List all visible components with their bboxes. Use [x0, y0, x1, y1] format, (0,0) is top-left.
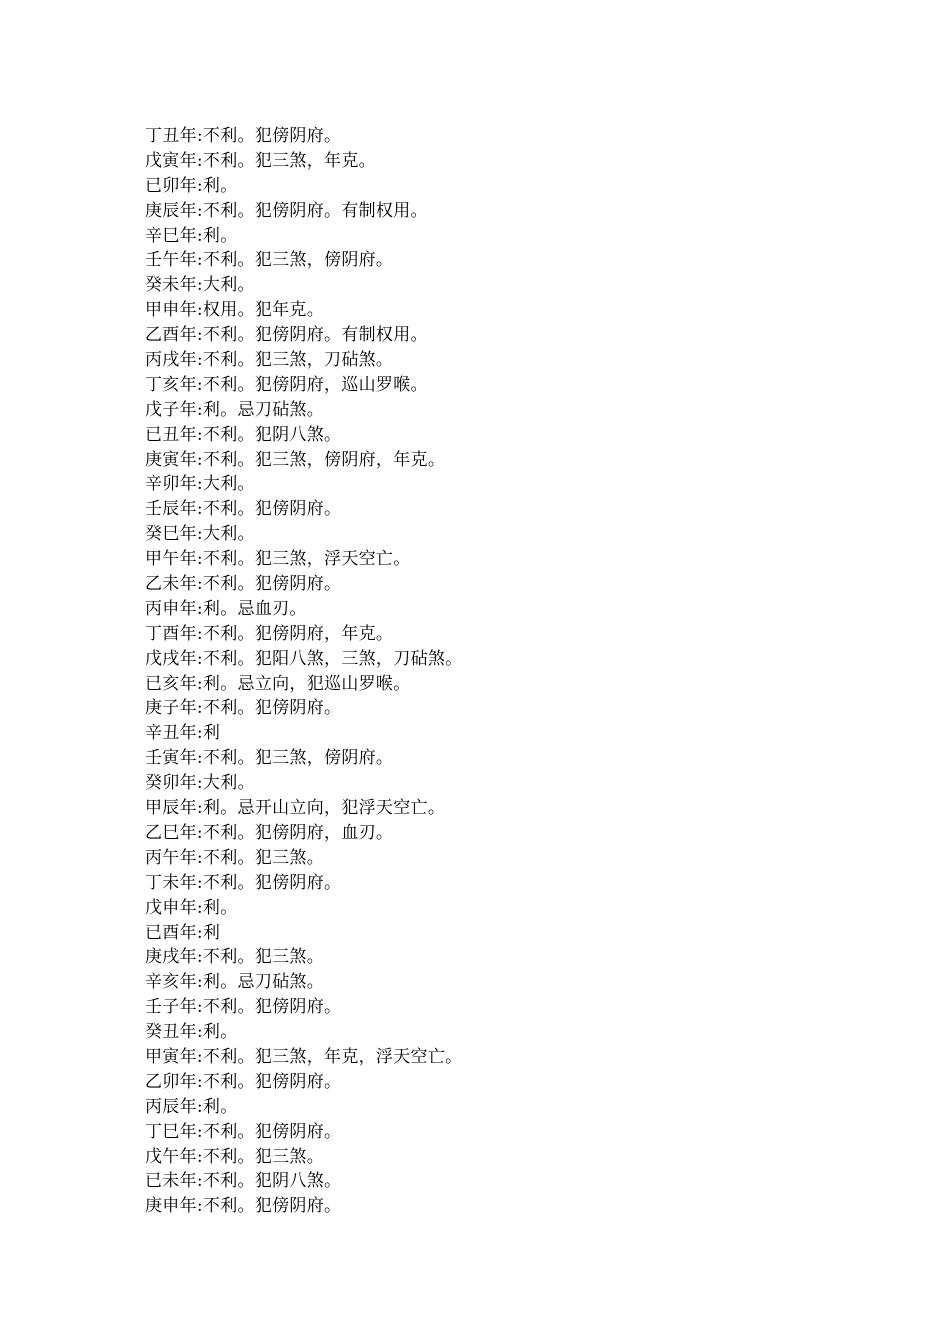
year-entry: 丙戌年:不利。犯三煞，刀砧煞。	[145, 350, 394, 371]
year-entry: 丙申年:利。忌血刃。	[145, 598, 307, 619]
year-entry: 癸巳年:大利。	[145, 524, 255, 545]
year-entry: 已亥年:利。忌立向，犯巡山罗喉。	[145, 673, 411, 694]
year-entry: 乙酉年:不利。犯傍阴府。有制权用。	[145, 325, 428, 346]
year-entry: 丁酉年:不利。犯傍阴府，年克。	[145, 623, 394, 644]
year-entry: 丙辰年:利。	[145, 1096, 238, 1117]
year-entry: 乙巳年:不利。犯傍阴府，血刃。	[145, 822, 394, 843]
year-entry: 戊寅年:不利。犯三煞，年克。	[145, 150, 376, 171]
year-entry: 庚申年:不利。犯傍阴府。	[145, 1196, 342, 1217]
year-entry: 戊申年:利。	[145, 897, 238, 918]
year-entry: 壬辰年:不利。犯傍阴府。	[145, 499, 342, 520]
year-entry: 乙未年:不利。犯傍阴府。	[145, 574, 342, 595]
year-entry: 甲申年:权用。犯年克。	[145, 300, 325, 321]
year-entry: 戊午年:不利。犯三煞。	[145, 1146, 325, 1167]
year-entry: 戊子年:利。忌刀砧煞。	[145, 399, 325, 420]
year-entry: 丙午年:不利。犯三煞。	[145, 847, 325, 868]
year-entry: 癸未年:大利。	[145, 275, 255, 296]
year-entry: 壬子年:不利。犯傍阴府。	[145, 997, 342, 1018]
year-entry: 甲辰年:利。忌开山立向，犯浮天空亡。	[145, 798, 446, 819]
year-entry: 已未年:不利。犯阴八煞。	[145, 1171, 342, 1192]
year-entry: 甲午年:不利。犯三煞，浮天空亡。	[145, 549, 411, 570]
year-entry: 辛巳年:利。	[145, 225, 238, 246]
year-entry-list	[145, 124, 845, 1219]
year-entry: 壬寅年:不利。犯三煞，傍阴府。	[145, 748, 394, 769]
year-entry: 庚子年:不利。犯傍阴府。	[145, 698, 342, 719]
year-entry: 壬午年:不利。犯三煞，傍阴府。	[145, 250, 394, 271]
year-entry: 已酉年:利	[145, 922, 221, 943]
year-entry: 已卯年:利。	[145, 175, 238, 196]
year-entry: 甲寅年:不利。犯三煞，年克，浮天空亡。	[145, 1046, 463, 1067]
year-entry: 乙卯年:不利。犯傍阴府。	[145, 1071, 342, 1092]
year-entry: 丁丑年:不利。犯傍阴府。	[145, 126, 342, 146]
year-entry: 辛亥年:利。忌刀砧煞。	[145, 972, 325, 993]
year-entry: 戊戌年:不利。犯阳八煞，三煞，刀砧煞。	[145, 648, 463, 669]
year-entry: 辛丑年:利	[145, 723, 221, 744]
year-entry: 庚寅年:不利。犯三煞，傍阴府，年克。	[145, 449, 446, 470]
year-entry: 庚戌年:不利。犯三煞。	[145, 947, 325, 968]
year-entry: 已丑年:不利。犯阴八煞。	[145, 424, 342, 445]
year-entry: 癸丑年:利。	[145, 1022, 238, 1043]
year-entry: 庚辰年:不利。犯傍阴府。有制权用。	[145, 200, 428, 221]
year-entry: 丁未年:不利。犯傍阴府。	[145, 872, 342, 893]
year-entry: 癸卯年:大利。	[145, 773, 255, 794]
year-entry: 丁巳年:不利。犯傍阴府。	[145, 1121, 342, 1142]
year-entry: 辛卯年:大利。	[145, 474, 255, 495]
year-entry: 丁亥年:不利。犯傍阴府，巡山罗喉。	[145, 374, 428, 395]
